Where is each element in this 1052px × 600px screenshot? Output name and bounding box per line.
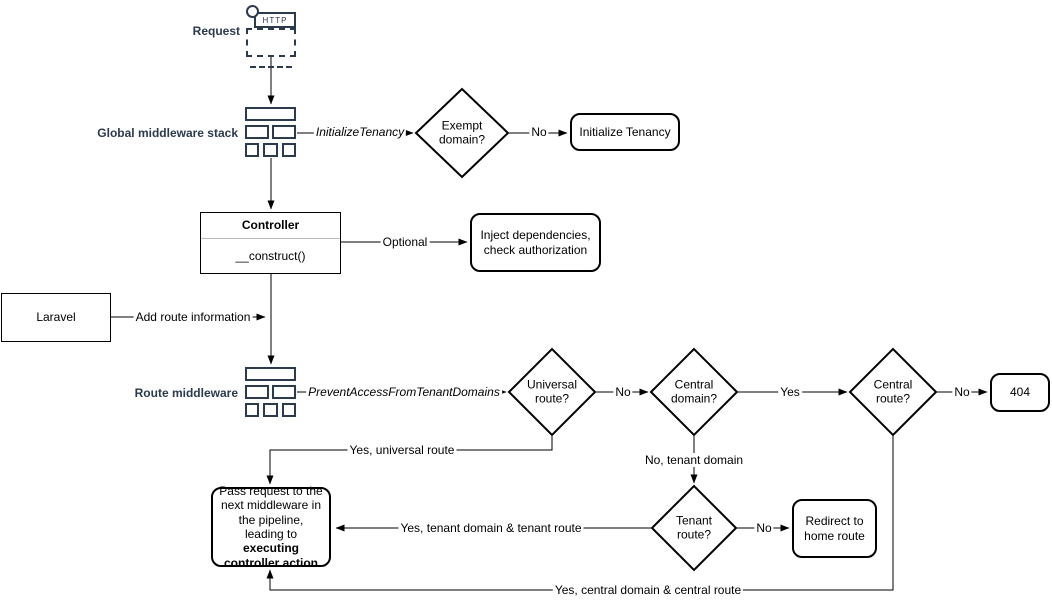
request-label: Request — [192, 24, 240, 38]
redirect-home-node — [792, 499, 877, 558]
central-route-text: Central route? — [873, 377, 913, 406]
pass-request-bold-text: executing controller action — [223, 541, 318, 570]
global-middleware-stack-icon — [245, 107, 296, 158]
edge-label-no-tenant-domain: No, tenant domain — [644, 453, 744, 467]
edge-label-prevent-access: PreventAccessFromTenantDomains — [308, 385, 500, 399]
universal-route-text: Universal route? — [526, 377, 577, 406]
initialize-tenancy-label: Initialize Tenancy — [579, 124, 671, 139]
not-found-node — [990, 373, 1050, 412]
http-badge: HTTP — [254, 12, 296, 28]
pass-request-text: Pass request to the next middleware in the pipeline, leading to — [219, 483, 323, 541]
central-domain-text: Central domain? — [670, 377, 718, 406]
edge-label-tenant-no: No — [756, 521, 772, 535]
pass-request-label — [218, 484, 324, 570]
pass-request-node — [211, 483, 331, 570]
route-middleware-icon — [245, 367, 296, 418]
request-circle-icon — [246, 5, 259, 18]
tenant-route-text: Tenant route? — [675, 513, 713, 542]
controller-title: Controller — [201, 213, 340, 239]
http-request-icon — [246, 4, 296, 57]
edge-label-tenant-yes: Yes, tenant domain & tenant route — [400, 521, 582, 535]
controller-construct-method: __construct() — [235, 249, 306, 263]
laravel-node — [1, 293, 111, 342]
initialize-tenancy-node — [570, 113, 680, 151]
global-middleware-stack-label: Global middleware stack — [97, 126, 238, 140]
edge-label-central-route-no: No — [954, 385, 970, 399]
inject-dependencies-label: Inject dependencies, check authorization — [480, 228, 591, 257]
exempt-domain-text: Exempt domain? — [438, 118, 486, 147]
laravel-label: Laravel — [36, 310, 76, 325]
edge-label-central-domain-yes: Yes — [780, 385, 800, 399]
edge-label-central-yes: Yes, central domain & central route — [554, 583, 742, 597]
controller-node — [200, 212, 341, 274]
edge-label-initialize-tenancy: InitializeTenancy — [315, 125, 405, 139]
edge-label-exempt-no: No — [531, 125, 547, 139]
request-body-icon — [246, 28, 296, 57]
not-found-label: 404 — [1009, 385, 1031, 400]
edge-label-universal-no: No — [615, 385, 631, 399]
edge-label-optional: Optional — [382, 235, 428, 249]
route-middleware-label: Route middleware — [134, 386, 238, 400]
redirect-home-label: Redirect to home route — [804, 514, 865, 543]
inject-dependencies-node — [470, 213, 601, 272]
edge-label-add-route-information: Add route information — [135, 310, 251, 324]
edge-label-universal-yes: Yes, universal route — [349, 443, 455, 457]
